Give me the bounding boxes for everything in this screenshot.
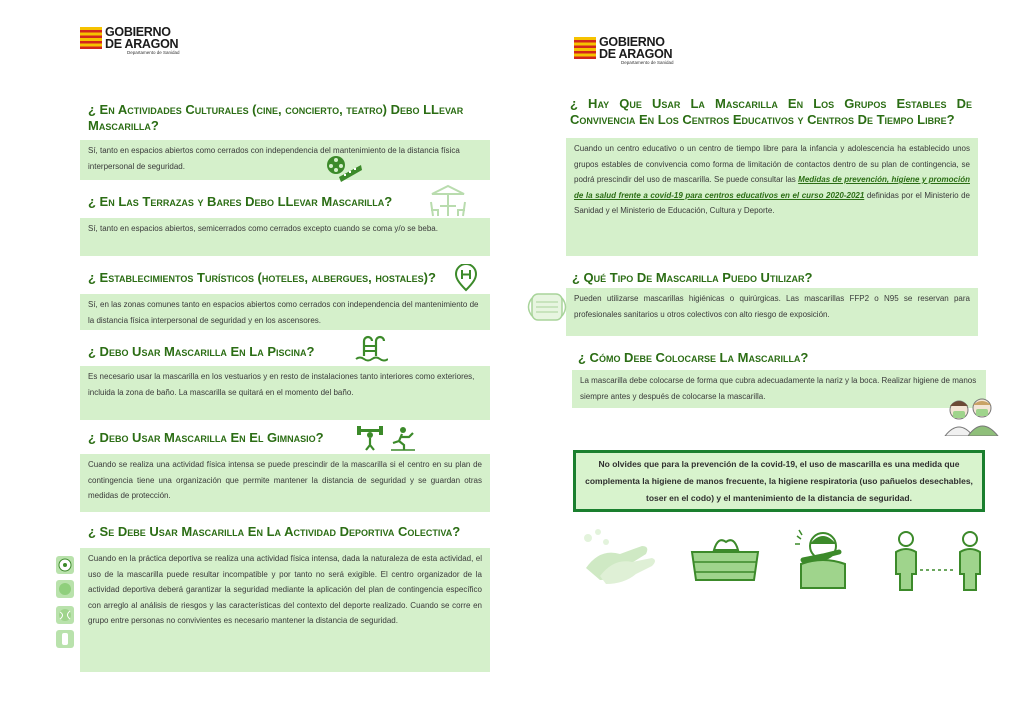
logo-dept: Departamento de Sanidad [127,50,180,55]
box-terrazas-bares: Sí, tanto en espacios abiertos, semicerrados como cerrados excepto cuando se coma y/o se beba. [80,218,490,256]
tennis-ball-icon [56,606,74,624]
logo-line2: DE ARAGON [105,37,179,51]
swimming-pool-ladder-icon [354,334,388,364]
tissue-box-icon [688,532,762,584]
hotel-pin-icon [454,264,478,292]
gobierno-aragon-logo [80,26,180,56]
box-grupos-estables: Cuando un centro educativo o un centro de tiempo libre para la infancia y adolescencia ha establecido unos grupos estables de convivencia como forma de limitación de contactos dentro de su plan de contingencia, se podrá prescindir del uso de mascarilla. Se puede consultar las Medidas de prevención, higiene y promoción de la salud frente a covid-19 para centros educativos en el curso 2020-2021 definidas por el Ministerio de Sanidad y el Ministerio de Educación, Cultura y Deporte. [566,138,978,256]
ball-icon [56,580,74,598]
soccer-ball-icon [56,556,74,574]
heading-grupos-estables: ¿ Hay Que Usar La Mascarilla En Los Grupos Estables De Convivencia En Los Centros Educativos y Centros De Tiempo Libre? [570,96,972,127]
logo-dept: Departamento de Sanidad [621,60,674,65]
heading-tipo-mascarilla: ¿ Qué Tipo De Mascarilla Puedo Utilizar? [572,270,813,285]
hand-washing-icon [580,528,658,586]
gym-fitness-icon [357,425,417,451]
heading-actividad-deportiva-colectiva: ¿ Se Debe Usar Mascarilla En La Actividad Deportiva Colectiva? [88,524,461,539]
logo-line1: GOBIERNO [105,25,171,39]
box-tipo-mascarilla: Pueden utilizarse mascarillas higiénicas o quirúrgicas. Las mascarillas FFP2 o N95 se reservan para profesionales sanitarios u otros colectivos con alto riesgo de exposición. [566,288,978,336]
coughing-elbow-icon [793,526,853,590]
film-reel-icon [325,153,363,185]
heading-establecimientos-turisticos: ¿ Establecimientos Turísticos (hoteles, albergues, hostales)? [88,270,436,285]
people-wearing-masks-icon [942,396,1000,436]
social-distance-icon [892,530,984,592]
box-piscina: Es necesario usar la mascarilla en los vestuarios y en resto de instalaciones tanto interiores como exteriores, incluida la zona de baño. La mascarilla se quitará en el momento del baño. [80,366,490,420]
terrace-table-icon [428,182,468,220]
heading-como-colocarse: ¿ Cómo Debe Colocarse La Mascarilla? [578,350,809,365]
aragon-flag-icon [574,37,596,59]
box-como-colocarse: La mascarilla debe colocarse de forma que cubra adecuadamente la nariz y la boca. Realizar higiene de manos siempre antes y después de colocarse la mascarilla. [572,370,986,408]
reminder-note: No olvides que para la prevención de la covid-19, el uso de mascarilla es una medida que complementa la higiene de manos frecuente, la higiene respiratoria (uso pañuelos desechables, toser en el codo) y el mantenimiento de la distancia de seguridad. [573,450,985,512]
box-actividades-culturales: Sí, tanto en espacios abiertos como cerrados con independencia del mantenimiento de la distancia física interpersonal de seguridad. [80,140,490,180]
box-gimnasio: Cuando se realiza una actividad física intensa se puede prescindir de la mascarilla si el centro en su plan de contingencia tiene una organización que permite mantener la distancia de seguridad y se guardan otras medidas de protección. [80,454,490,512]
heading-terrazas-bares: ¿ En Las Terrazas y Bares Debo LLevar Mascarilla? [88,194,393,209]
heading-actividades-culturales: ¿ En Actividades Culturales (cine, concierto, teatro) Debo LLevar Mascarilla? [88,102,464,133]
box-actividad-deportiva-colectiva: Cuando en la práctica deportiva se realiza una actividad física intensa, dada la naturaleza de esta actividad, el uso de la mascarilla puede resultar incompatible y por tanto no será exigible. El centro organizador de la actividad deportiva deberá garantizar la seguridad mediante la aplicación del plan de contingencia específico con arreglo al análisis de riesgos y las características del contexto del deporte realizado. Cuando se corre en grupo entre personas no convivientes es necesario mantener la distancia de seguridad. [80,548,490,672]
face-mask-icon [524,290,570,324]
box-establecimientos-turisticos: Sí, en las zonas comunes tanto en espacios abiertos como cerrados con independencia del mantenimiento de la distancia física interpersonal de seguridad y en los ascensores. [80,294,490,330]
logo-line2: DE ARAGON [599,47,673,61]
medidas-prevencion-link[interactable]: Medidas de prevención, higiene y promoción de la salud frente a covid-19 para centros educativos en el curso 2020-2021 [574,175,970,200]
logo-line1: GOBIERNO [599,35,665,49]
water-bottle-icon [56,630,74,648]
heading-gimnasio: ¿ Debo Usar Mascarilla En El Gimnasio? [88,430,324,445]
aragon-flag-icon [80,27,102,49]
gobierno-aragon-logo-right [574,36,674,66]
heading-piscina: ¿ Debo Usar Mascarilla En La Piscina? [88,344,315,359]
